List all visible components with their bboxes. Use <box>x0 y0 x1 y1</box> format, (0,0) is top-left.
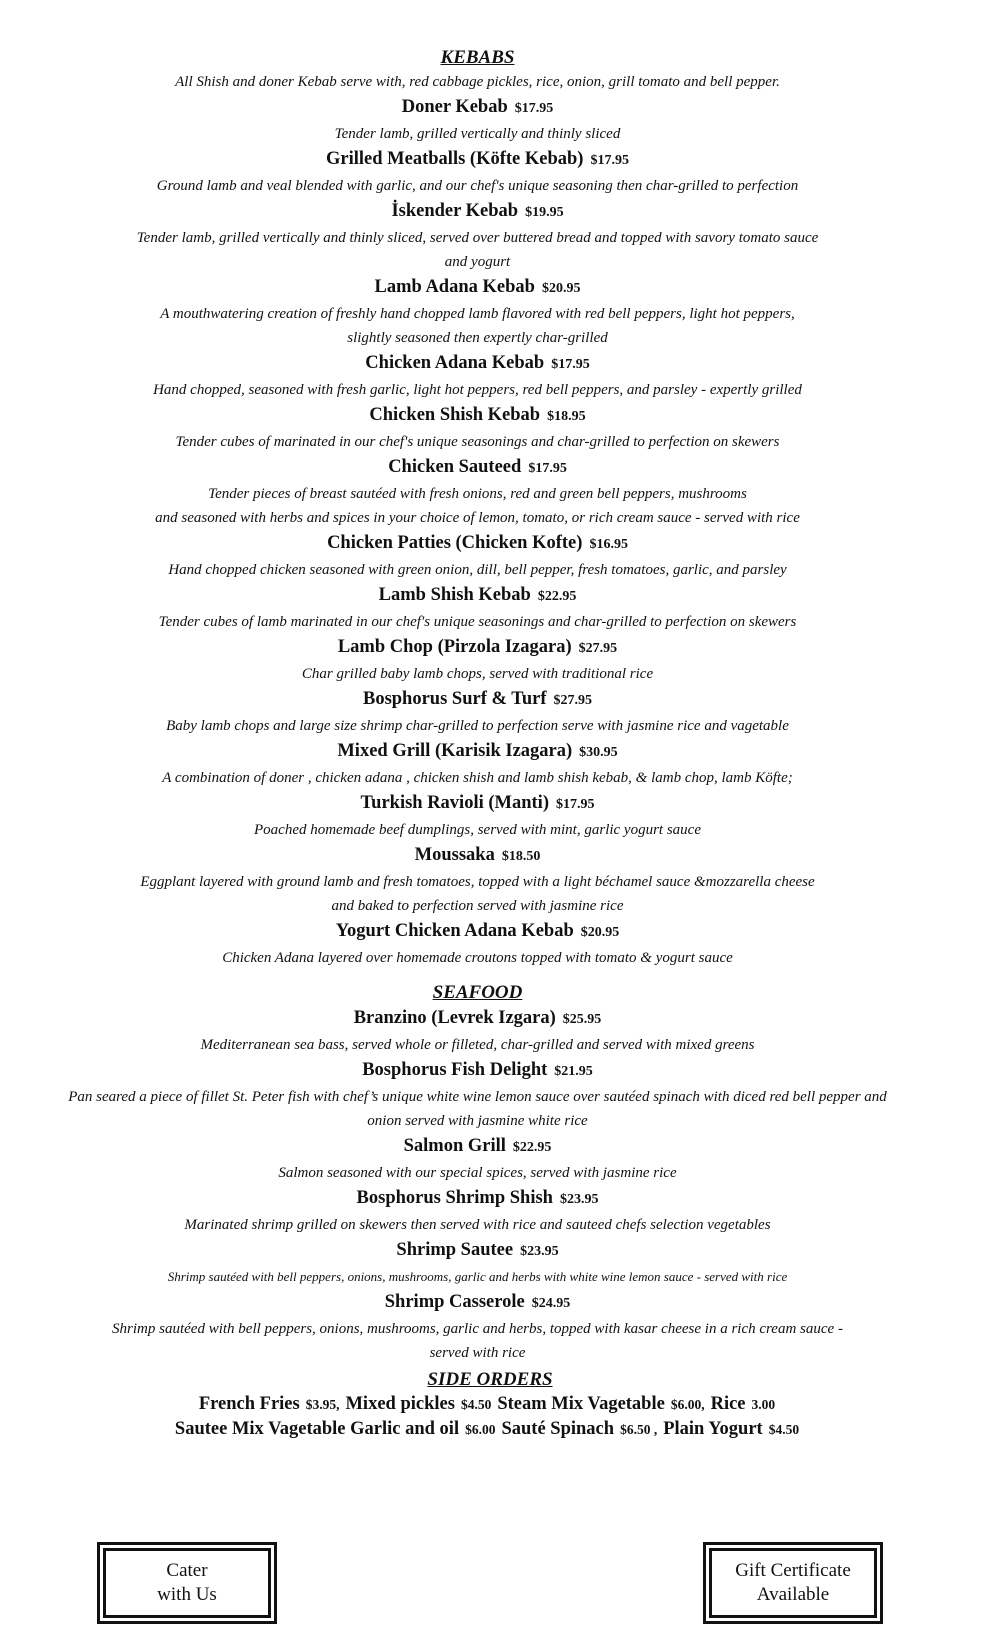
menu-item-price: $23.95 <box>520 1244 559 1259</box>
kebab-items <box>0 94 955 970</box>
menu-item-name: Bosphorus Surf & Turf <box>362 689 547 709</box>
menu-item-price: $17.95 <box>590 153 629 168</box>
menu-item-name: İskender Kebab <box>391 201 519 221</box>
menu-item <box>0 686 955 738</box>
menu-item-description: Chicken Adana layered over homemade croutons topped with tomato & yogurt sauce <box>222 950 733 966</box>
menu-item-heading <box>0 582 955 610</box>
menu-item <box>0 738 955 790</box>
menu-item-description: A combination of doner , chicken adana , chicken shish and lamb shish kebab, & lamb chop, lamb Köfte; <box>162 770 793 786</box>
menu-item-price: $27.95 <box>553 693 593 708</box>
menu-item-price: $19.95 <box>525 205 564 220</box>
menu-item-heading <box>0 1005 955 1033</box>
menu-item-heading <box>0 146 955 174</box>
kebabs-title: KEBABS <box>440 47 515 68</box>
side-order-name: Steam Mix Vagetable <box>497 1394 665 1414</box>
menu-item-name: Lamb Shish Kebab <box>378 585 531 605</box>
menu-item-heading <box>0 1237 955 1265</box>
menu-item-price: $20.95 <box>541 281 581 296</box>
menu-item-price: $18.95 <box>547 409 586 424</box>
kebabs-note: All Shish and doner Kebab serve with, red cabbage pickles, rice, onion, grill tomato and bell pepper. <box>175 74 780 90</box>
menu-item <box>0 402 955 454</box>
menu-item <box>0 1237 955 1289</box>
menu-item <box>0 146 955 198</box>
menu-item-heading <box>0 530 955 558</box>
menu-item-name: Lamb Adana Kebab <box>374 277 535 297</box>
menu-item-description: Eggplant layered with ground lamb and fresh tomatoes, topped with a light béchamel sauce &mozzarella cheese <box>140 874 815 890</box>
menu-item-heading <box>0 1289 955 1317</box>
menu-item-price: $17.95 <box>528 461 567 476</box>
side-order-price: $6.00 <box>465 1422 496 1437</box>
side-order-name: Sautee Mix Vagetable Garlic and oil <box>174 1419 460 1439</box>
menu-item <box>0 790 955 842</box>
menu-item <box>0 842 955 918</box>
menu-item-name: Branzino (Levrek Izgara) <box>353 1008 556 1028</box>
side-orders-line-1 <box>0 1392 980 1417</box>
menu-item-price: $24.95 <box>531 1296 571 1311</box>
menu-item-name: Moussaka <box>414 845 495 865</box>
menu-item-heading <box>0 350 955 378</box>
menu-item-price: $23.95 <box>559 1192 599 1207</box>
menu-item-name: Chicken Sauteed <box>388 457 522 477</box>
menu-item-heading <box>0 1133 955 1161</box>
menu-item-description: Poached homemade beef dumplings, served with mint, garlic yogurt sauce <box>254 822 701 838</box>
menu-item-description: Pan seared a piece of fillet St. Peter fish with chef’s unique white wine lemon sauce over sautéed spinach with diced red bell pepper and <box>68 1089 887 1105</box>
menu-item-description: Marinated shrimp grilled on skewers then served with rice and sauteed chefs selection vegetables <box>184 1217 771 1233</box>
menu-item-name: Bosphorus Shrimp Shish <box>356 1188 553 1208</box>
kebabs-section <box>0 46 955 970</box>
side-order-name: French Fries <box>198 1394 300 1414</box>
menu-item-heading <box>0 634 955 662</box>
side-order-price: $4.50 <box>460 1397 492 1412</box>
side-orders-title: SIDE ORDERS <box>427 1369 553 1390</box>
side-orders-line-2 <box>0 1417 980 1442</box>
menu-item-description: and yogurt <box>444 254 511 270</box>
menu-item <box>0 634 955 686</box>
menu-item <box>0 274 955 350</box>
menu-item-description: Tender cubes of lamb marinated in our chef's unique seasonings and char-grilled to perfection on skewers <box>158 614 797 630</box>
side-order-price: 3.00 <box>751 1397 776 1412</box>
side-order-name: Plain Yogurt <box>663 1419 763 1439</box>
menu-item <box>0 1289 955 1365</box>
menu-item-price: $30.95 <box>579 745 618 760</box>
menu-item-description: Hand chopped, seasoned with fresh garlic, light hot peppers, red bell peppers, and parsley - expertly grilled <box>153 382 802 398</box>
menu-item-description: Tender lamb, grilled vertically and thinly sliced <box>334 126 621 142</box>
menu-item-price: $17.95 <box>551 357 590 372</box>
menu-item-price: $27.95 <box>578 641 618 656</box>
side-order-price: $6.50 , <box>620 1422 658 1437</box>
side-order-price: $6.00, <box>670 1397 705 1412</box>
seafood-title: SEAFOOD <box>432 982 523 1003</box>
menu-item-price: $17.95 <box>514 101 554 116</box>
menu-item-description: served with rice <box>429 1345 526 1361</box>
side-order-price: $3.95, <box>305 1397 340 1412</box>
menu-item-description: slightly seasoned then expertly char-grilled <box>347 330 608 346</box>
menu-item-description: Ground lamb and veal blended with garlic, and our chef's unique seasoning then char-grilled to perfection <box>156 178 799 194</box>
menu-item-price: $22.95 <box>512 1140 552 1155</box>
side-order-name: Rice <box>710 1394 746 1414</box>
menu-item-description: Hand chopped chicken seasoned with green onion, dill, bell pepper, fresh tomatoes, garlic, and parsley <box>168 562 787 578</box>
menu-item-heading <box>0 274 955 302</box>
menu-item-price: $18.50 <box>501 849 541 864</box>
menu-item-description: and seasoned with herbs and spices in your choice of lemon, tomato, or rich cream sauce - served with rice <box>155 510 800 526</box>
menu-item-description: Tender pieces of breast sautéed with fresh onions, red and green bell peppers, mushrooms <box>208 486 747 502</box>
menu-item-description: onion served with jasmine white rice <box>367 1113 588 1129</box>
seafood-items <box>0 1005 955 1365</box>
menu-item <box>0 1005 955 1057</box>
menu-item <box>0 582 955 634</box>
menu-item-name: Salmon Grill <box>403 1136 506 1156</box>
menu-item <box>0 1133 955 1185</box>
menu-item-price: $20.95 <box>580 925 620 940</box>
gift-certificate-text: Gift Certificate Available <box>735 1560 851 1605</box>
menu-item-description: Mediterranean sea bass, served whole or filleted, char-grilled and served with mixed greens <box>200 1037 755 1053</box>
side-orders-section <box>0 1368 980 1442</box>
menu-item-name: Shrimp Sautee <box>396 1240 514 1260</box>
menu-item-price: $16.95 <box>589 537 628 552</box>
menu-item <box>0 1057 955 1133</box>
menu-item-heading <box>0 1057 955 1085</box>
menu-item <box>0 94 955 146</box>
menu-item-price: $25.95 <box>562 1012 602 1027</box>
menu-item-heading <box>0 198 955 226</box>
gift-certificate-box[interactable] <box>703 1542 883 1624</box>
side-order-name: Sauté Spinach <box>501 1419 615 1439</box>
menu-item-heading <box>0 918 955 946</box>
menu-item-description: Shrimp sautéed with bell peppers, onions, mushrooms, garlic and herbs, topped with kasar cheese in a rich cream sauce - <box>112 1321 843 1337</box>
menu-item-name: Bosphorus Fish Delight <box>362 1060 548 1080</box>
menu-item <box>0 530 955 582</box>
cater-text: Cater with Us <box>157 1560 217 1605</box>
menu-item-heading <box>0 94 955 122</box>
menu-item <box>0 350 955 402</box>
menu-item <box>0 918 955 970</box>
menu-item <box>0 454 955 530</box>
seafood-section <box>0 981 955 1365</box>
menu-item-name: Chicken Adana Kebab <box>365 353 545 373</box>
menu-item-price: $21.95 <box>554 1064 593 1079</box>
menu-item <box>0 198 955 274</box>
menu-item-description: Char grilled baby lamb chops, served with traditional rice <box>301 666 654 682</box>
side-order-name: Mixed pickles <box>345 1394 455 1414</box>
menu-item-name: Grilled Meatballs (Köfte Kebab) <box>326 149 584 169</box>
menu-item <box>0 1185 955 1237</box>
menu-item-name: Yogurt Chicken Adana Kebab <box>335 921 574 941</box>
menu-item-heading <box>0 1185 955 1213</box>
side-order-price: $4.50 <box>768 1422 800 1437</box>
menu-item-description: and baked to perfection served with jasmine rice <box>331 898 624 914</box>
menu-item-name: Shrimp Casserole <box>384 1292 525 1312</box>
menu-item-heading <box>0 402 955 430</box>
menu-item-name: Lamb Chop (Pirzola Izagara) <box>337 637 572 657</box>
menu-item-heading <box>0 842 955 870</box>
menu-item-heading <box>0 686 955 714</box>
menu-item-name: Chicken Shish Kebab <box>369 405 541 425</box>
menu-item-heading <box>0 738 955 766</box>
menu-item-description: Tender lamb, grilled vertically and thinly sliced, served over buttered bread and topped with savory tomato sauce <box>136 230 819 246</box>
cater-box[interactable] <box>97 1542 277 1624</box>
menu-item-name: Chicken Patties (Chicken Kofte) <box>327 533 583 553</box>
menu-item-name: Turkish Ravioli (Manti) <box>360 793 549 813</box>
menu-item-description: Shrimp sautéed with bell peppers, onions, mushrooms, garlic and herbs with white wine lemon sauce - served with rice <box>167 1269 788 1284</box>
menu-item-heading <box>0 454 955 482</box>
menu-item-name: Doner Kebab <box>401 97 508 117</box>
menu-item-price: $22.95 <box>537 589 577 604</box>
menu-item-description: A mouthwatering creation of freshly hand chopped lamb flavored with red bell peppers, light hot peppers, <box>160 306 795 322</box>
menu-item-description: Tender cubes of marinated in our chef's unique seasonings and char-grilled to perfection on skewers <box>175 434 780 450</box>
menu-item-name: Mixed Grill (Karisik Izagara) <box>337 741 573 761</box>
menu-item-heading <box>0 790 955 818</box>
menu-item-description: Baby lamb chops and large size shrimp char-grilled to perfection serve with jasmine rice and vagetable <box>166 718 789 734</box>
menu-item-price: $17.95 <box>555 797 595 812</box>
menu-item-description: Salmon seasoned with our special spices, served with jasmine rice <box>278 1165 677 1181</box>
